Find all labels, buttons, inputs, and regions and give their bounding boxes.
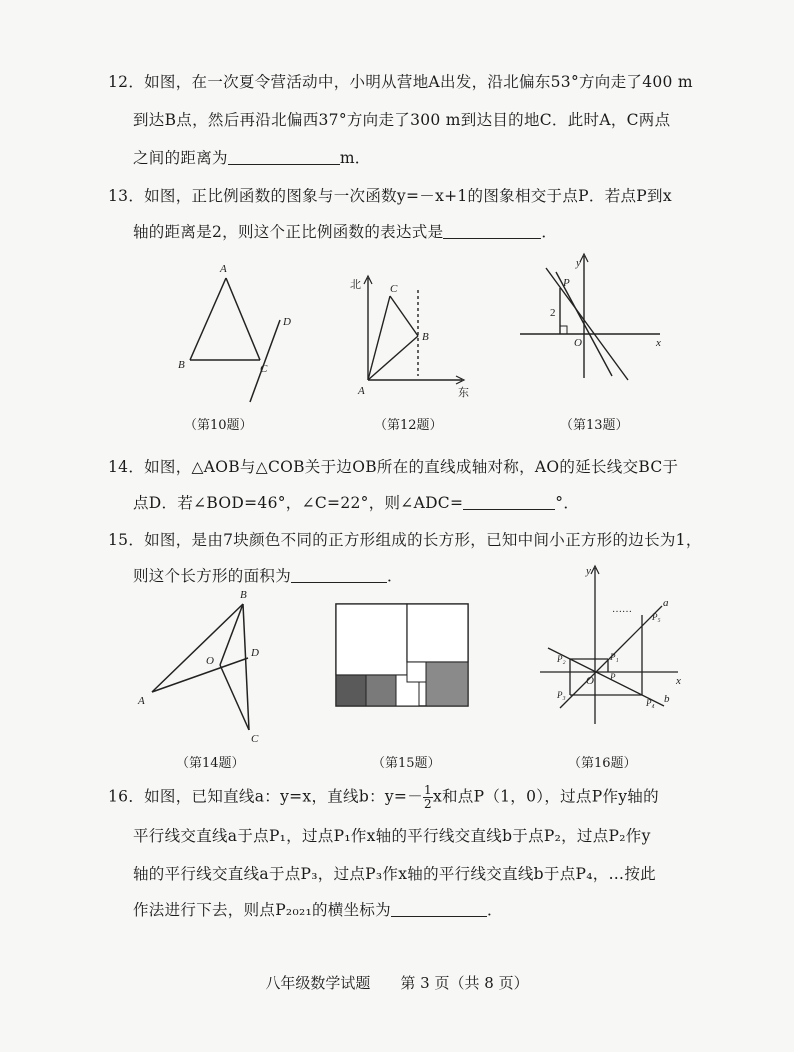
- fig12-north-label: 北: [350, 278, 361, 291]
- q13-line2-text: 轴的距离是2，则这个正比例函数的表达式是: [133, 223, 444, 241]
- fig10-label-c: C: [260, 363, 268, 375]
- fig16-label-b: b: [664, 693, 670, 705]
- q16-fraction: [423, 784, 433, 811]
- fig12-label-a: A: [358, 385, 365, 397]
- fig16-label-o: O: [586, 675, 594, 687]
- fig13-label-p: P: [563, 277, 570, 289]
- caption-fig10: （第10题）: [184, 418, 253, 433]
- q16-answer-blank[interactable]: [391, 902, 487, 917]
- q16-end: ．: [487, 901, 503, 919]
- fig13-label-two: 2: [550, 307, 556, 319]
- fig16-label-p4: P₄: [646, 698, 655, 708]
- fig12-label-c: C: [390, 283, 398, 295]
- fig12-label-b: B: [422, 331, 429, 343]
- q16-frac-numerator: 1: [424, 783, 432, 797]
- fig16-label-p2: P₂: [557, 654, 566, 664]
- fig13-y-label: y: [576, 257, 581, 269]
- fig16-label-p1: P₁: [610, 652, 619, 662]
- q12-line3-text: 之间的距离为: [133, 149, 228, 167]
- fig14-label-a: A: [138, 695, 145, 707]
- q16-line1-text-b: x和点P（1，0），过点P作y轴的: [432, 787, 659, 806]
- q12-line1: 12．如图，在一次夏令营活动中，小明从营地A出发，沿北偏东53°方向走了400 m: [108, 73, 693, 91]
- q14-line1: 14．如图，△AOB与△COB关于边OB所在的直线成轴对称，AO的延长线交BC于: [108, 458, 679, 476]
- fig13-x-label: x: [656, 337, 661, 349]
- fig16-label-p5: P₅: [652, 612, 661, 622]
- caption-fig12: （第12题）: [374, 418, 443, 433]
- caption-fig14: （第14题）: [176, 756, 245, 771]
- page-footer: 八年级数学试题 第 3 页（共 8 页）: [265, 974, 529, 992]
- fig10-label-b: B: [178, 359, 185, 371]
- q13-end: ．: [541, 223, 558, 241]
- q16-line2: 平行线交直线a于点P₁，过点P₁作x轴的平行线交直线b于点P₂，过点P₂作y: [133, 827, 651, 845]
- q16-frac-denominator: 2: [424, 797, 432, 811]
- fig14-label-d: D: [251, 647, 259, 659]
- fig16-y-label: y: [586, 565, 591, 577]
- fig16-label-a: a: [663, 597, 669, 609]
- q16-line1: [108, 784, 659, 811]
- q12-unit: m．: [339, 149, 371, 167]
- q16-line4: [133, 898, 503, 920]
- fig14-label-c: C: [251, 733, 259, 745]
- fig10-label-a: A: [220, 263, 227, 275]
- caption-fig13: （第13题）: [560, 418, 629, 433]
- fig16-dots: ……: [612, 604, 632, 615]
- fig13-label-o: O: [574, 337, 582, 349]
- q12-line2: 到达B点，然后再沿北偏西37°方向走了300 m到达目的地C．此时A，C两点: [133, 111, 671, 129]
- q16-line4-text: 作法进行下去，则点P₂₀₂₁的横坐标为: [133, 901, 391, 919]
- q16-line1-text-a: 16．如图，已知直线a：y=x，直线b：y=－: [108, 787, 424, 806]
- fig14-label-b: B: [240, 589, 247, 601]
- q15-line2-text: 则这个长方形的面积为: [133, 567, 292, 585]
- fig16-label-p: P: [610, 672, 616, 682]
- q16-line3: 轴的平行线交直线a于点P₃，过点P₃作x轴的平行线交直线b于点P₄，…按此: [133, 865, 656, 883]
- q14-line2-text: 点D．若∠BOD=46°，∠C=22°，则∠ADC=: [133, 494, 464, 512]
- q14-end: °．: [555, 494, 580, 512]
- q13-line1: 13．如图，正比例函数的图象与一次函数y=－x+1的图象相交于点P．若点P到x: [108, 187, 672, 205]
- fig16-label-p3: P₃: [557, 690, 566, 700]
- fig16-x-label: x: [676, 675, 681, 687]
- fig12-east-label: 东: [458, 386, 469, 399]
- fig14-label-o: O: [206, 655, 214, 667]
- caption-fig16: （第16题）: [568, 756, 637, 771]
- caption-fig15: （第15题）: [372, 756, 441, 771]
- q15-line1: 15．如图，是由7块颜色不同的正方形组成的长方形，已知中间小正方形的边长为1，: [108, 531, 702, 549]
- fig10-label-d: D: [283, 316, 291, 328]
- q15-end: ．: [387, 567, 403, 585]
